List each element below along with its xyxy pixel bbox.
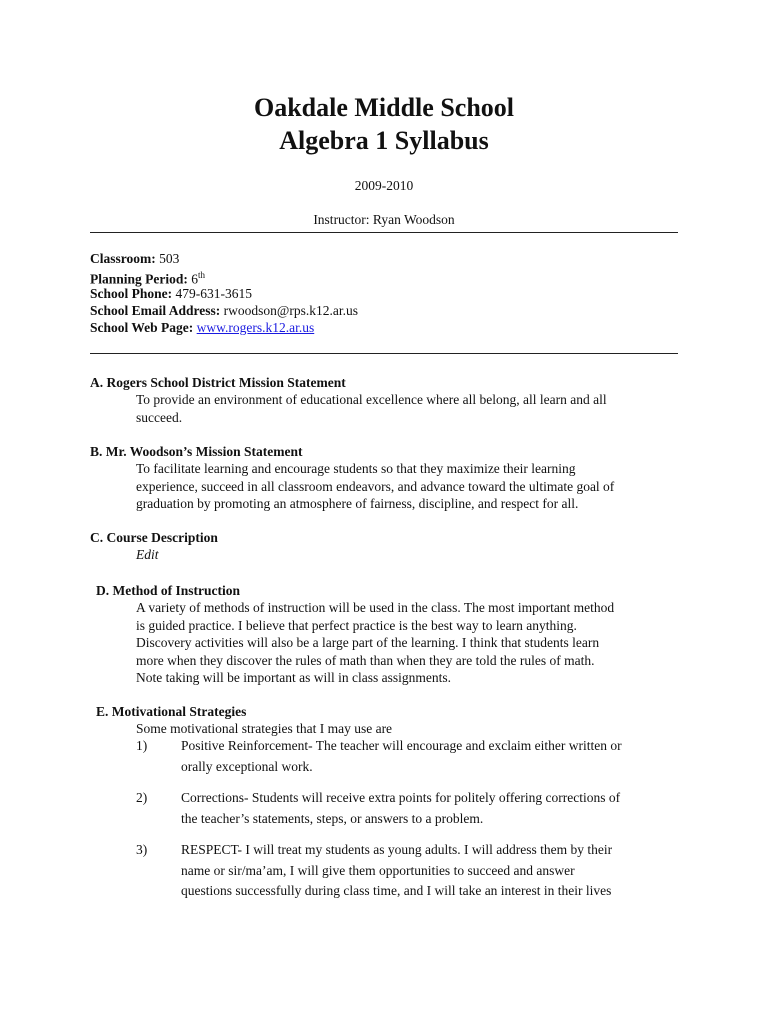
classroom-value: 503 [155,251,180,266]
school-year: 2009-2010 [354,178,414,193]
list-item-line: questions successfully during class time, and I will take an interest in their lives [181,883,612,898]
school-name-title: Oakdale Middle School [253,93,515,122]
section-d-line: Discovery activities will also be a large part of the learning. I think that students learn [136,635,600,650]
section-b-heading: B. Mr. Woodson’s Mission Statement [90,444,303,459]
section-c-line: Edit [136,547,159,562]
list-item [181,788,681,829]
section-c-body [136,546,681,564]
course-title: Algebra 1 Syllabus [279,126,489,155]
school-email-value: rwoodson@rps.k12.ar.us [220,303,358,318]
section-e-heading: E. Motivational Strategies [96,704,247,719]
section-d-line: is guided practice. I believe that perfect practice is the best way to learn anything. [136,617,577,633]
section-d-line: Note taking will be important as will in class assignments. [136,670,451,685]
section-b-body [136,460,681,513]
section-d-line: more when they discover the rules of math than when they are told the rules of math. [136,652,595,668]
list-item [181,840,681,902]
section-a-body [136,391,681,426]
section-a-line: succeed. [136,409,183,425]
section-e-intro-text: Some motivational strategies that I may use are [136,721,393,736]
planning-period-label: Planning Period: [90,271,188,287]
planning-period-suffix: th [198,270,206,280]
school-phone-label: School Phone: [90,286,173,301]
section-a-heading: A. Rogers School District Mission Statement [90,375,346,390]
school-web-link[interactable]: www.rogers.k12.ar.us [196,320,315,335]
section-d-body [136,599,681,687]
info-divider [90,353,678,354]
school-email-label: School Email Address: [90,303,221,318]
school-email-line [90,302,358,320]
section-c-heading: C. Course Description [90,530,218,545]
top-divider [90,232,678,233]
classroom-line [90,250,179,268]
section-a-line: To provide an environment of educational excellence where all belong, all learn and all [136,392,607,407]
list-item-line: Positive Reinforcement- The teacher will encourage and exclaim either written or [181,738,622,753]
section-b-line: To facilitate learning and encourage students so that they maximize their learning [136,461,576,476]
list-item-number: 2) [136,790,148,805]
section-d-line: A variety of methods of instruction will be used in the class. The most important method [136,600,615,615]
school-web-line [90,319,314,337]
instructor-line: Instructor: Ryan Woodson [313,212,455,227]
school-phone-value: 479-631-3615 [172,286,253,301]
planning-period-value: 6 [187,271,199,287]
school-phone-line [90,285,252,303]
list-item-line: name or sir/ma’am, I will give them opportunities to succeed and answer [181,862,575,878]
section-b-line: graduation by promoting an atmosphere of fairness, discipline, and respect for all. [136,496,579,511]
list-item [181,736,681,777]
section-b-line: experience, succeed in all classroom endeavors, and advance toward the ultimate goal of [136,478,615,494]
classroom-label: Classroom: [90,251,156,266]
list-item-line: orally exceptional work. [181,758,313,774]
list-item-line: the teacher’s statements, steps, or answers to a problem. [181,810,484,826]
list-item-number: 1) [136,738,148,753]
school-web-label: School Web Page: [90,320,194,335]
list-item-line: Corrections- Students will receive extra points for politely offering corrections of [181,790,621,805]
section-d-heading: D. Method of Instruction [96,583,240,598]
section-e-intro [136,720,681,738]
list-item-number: 3) [136,842,148,857]
list-item-line: RESPECT- I will treat my students as young adults. I will address them by their [181,842,613,857]
